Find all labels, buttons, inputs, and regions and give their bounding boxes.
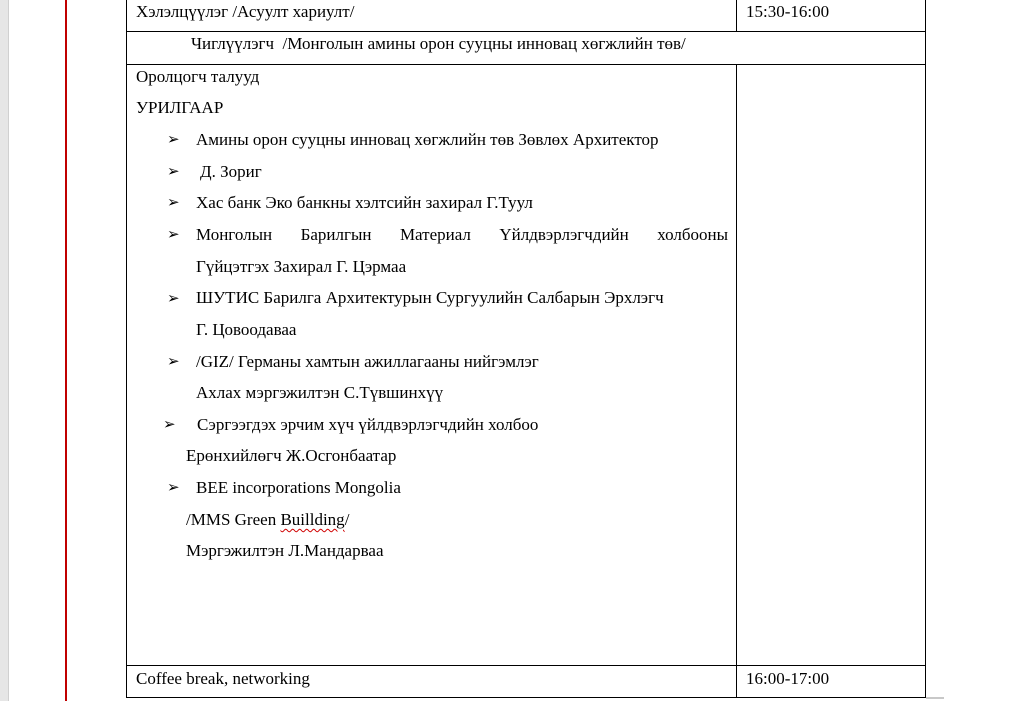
- table-left-border: [126, 0, 127, 698]
- text-fragment: /: [344, 510, 350, 529]
- panel-item: Монголын Барилгын Материал Үйлдвэрлэгчдийн холбооны: [196, 225, 728, 244]
- table-row-border: [126, 697, 926, 698]
- bullet-arrow-icon: ➢: [167, 162, 180, 180]
- panel-item-continuation: Г. Цовоодаваа: [196, 320, 297, 339]
- bullet-arrow-icon: ➢: [167, 352, 180, 370]
- bullet-arrow-icon: ➢: [163, 415, 176, 433]
- text-fragment: /MMS Green: [186, 510, 281, 529]
- table-row-border: [126, 64, 926, 65]
- table-resize-handle[interactable]: [926, 697, 944, 699]
- panel-item-continuation: Гүйцэтгэх Захирал Г. Цэрмаа: [196, 257, 407, 276]
- bullet-arrow-icon: ➢: [167, 289, 180, 307]
- panel-item: ШУТИС Барилга Архитектурын Сургуулийн Салбарын Эрхлэгч: [196, 288, 664, 307]
- qa-session-time: 15:30-16:00: [746, 2, 830, 21]
- table-row-border: [126, 31, 926, 32]
- table-right-border: [925, 0, 926, 698]
- panel-item-continuation: [186, 510, 349, 530]
- bullet-arrow-icon: ➢: [167, 193, 180, 211]
- coffee-break-label: Coffee break, networking: [136, 669, 310, 688]
- moderator-label: Чиглүүлэгч /Монголын амины орон сууцны инновац хөгжлийн төв/: [191, 34, 686, 53]
- bullet-arrow-icon: ➢: [167, 478, 180, 496]
- bullet-arrow-icon: ➢: [167, 225, 180, 243]
- table-row-border: [126, 665, 926, 666]
- panel-item: Сэргээгдэх эрчим хүч үйлдвэрлэгчдийн холбоо: [197, 415, 539, 434]
- panel-item-continuation: Мэргэжилтэн Л.Мандарваа: [186, 541, 384, 560]
- panel-item: Амины орон сууцны инновац хөгжлийн төв Зөвлөх Архитектор: [196, 130, 659, 149]
- panel-item: Д. Зориг: [200, 162, 262, 181]
- panel-subheading: УРИЛГААР: [136, 98, 224, 117]
- panel-item: /GIZ/ Германы хамтын ажиллагааны нийгэмлэг: [196, 352, 539, 371]
- table-column-divider: [736, 0, 737, 32]
- panel-item: Хас банк Эко банкны хэлтсийн захирал Г.Туул: [196, 193, 533, 212]
- panel-heading: Оролцогч талууд: [136, 67, 260, 86]
- qa-session-label: Хэлэлцүүлэг /Асуулт хариулт/: [136, 2, 355, 21]
- coffee-break-time: 16:00-17:00: [746, 669, 830, 688]
- misspelled-word[interactable]: Buillding: [280, 510, 345, 529]
- panel-item-continuation: Ерөнхийлөгч Ж.Осгонбаатар: [186, 446, 397, 465]
- panel-item: BEE incorporations Mongolia: [196, 478, 401, 497]
- panel-item-continuation: Ахлах мэргэжилтэн С.Түвшинхүү: [196, 383, 444, 402]
- page-margin-line: [65, 0, 67, 701]
- bullet-arrow-icon: ➢: [167, 130, 180, 148]
- table-column-divider: [736, 64, 737, 698]
